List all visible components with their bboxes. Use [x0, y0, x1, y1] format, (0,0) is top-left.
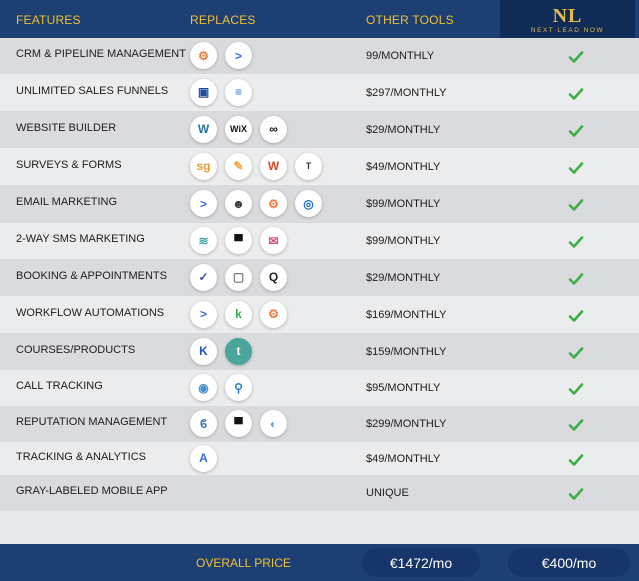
- hubspot-icon: ⚙: [190, 42, 217, 69]
- table-row: [0, 296, 639, 333]
- replaced-tools: [190, 264, 287, 291]
- feature-name: EMAIL MARKETING: [16, 196, 118, 208]
- replaced-tools: [190, 301, 287, 328]
- included-check-icon: [568, 235, 584, 249]
- table-row: [0, 406, 639, 442]
- table-row: [0, 370, 639, 406]
- calendar-icon: ▢: [225, 264, 252, 291]
- feature-name: GRAY-LABELED MOBILE APP: [16, 485, 168, 497]
- leadpages-icon: ≡: [225, 79, 252, 106]
- feature-name: REPUTATION MANAGEMENT: [16, 416, 168, 428]
- other-tools-price: $299/MONTHLY: [366, 418, 447, 430]
- table-row: [0, 333, 639, 370]
- replaced-tools: [190, 42, 252, 69]
- activecampaign-icon: >: [190, 301, 217, 328]
- hubspot-icon: ⚙: [260, 190, 287, 217]
- other-tools-price: $49/MONTHLY: [366, 160, 441, 173]
- brand-logo: [500, 0, 635, 40]
- table-row: [0, 259, 639, 296]
- calendly-icon: ✓: [190, 264, 217, 291]
- feature-name: BOOKING & APPOINTMENTS: [16, 269, 167, 282]
- included-check-icon: [568, 418, 584, 432]
- other-tools-price: $159/MONTHLY: [366, 345, 447, 358]
- table-row: [0, 185, 639, 223]
- other-tools-price: UNIQUE: [366, 487, 409, 499]
- table-row: [0, 223, 639, 259]
- table-footer: [0, 544, 639, 581]
- replaced-tools: [190, 79, 252, 106]
- table-row: [0, 38, 639, 74]
- replaced-tools: [190, 227, 287, 254]
- other-tools-price: $29/MONTHLY: [366, 123, 441, 136]
- other-tools-price: $99/MONTHLY: [366, 198, 441, 210]
- included-check-icon: [568, 124, 584, 138]
- typeform-icon: T: [295, 153, 322, 180]
- textmessage-icon: ✉: [260, 227, 287, 254]
- acuity-icon: Q: [260, 264, 287, 291]
- overall-price-label: OVERALL PRICE: [196, 556, 291, 570]
- features-column-header: FEATURES: [16, 13, 81, 27]
- other-tools-price: $29/MONTHLY: [366, 271, 441, 284]
- wufoo-icon: W: [260, 153, 287, 180]
- included-check-icon: [568, 198, 584, 212]
- feature-name: CRM & PIPELINE MANAGEMENT: [16, 48, 186, 60]
- podium-icon: ▀: [225, 410, 252, 437]
- replaced-tools: [190, 153, 322, 180]
- feature-name: SURVEYS & FORMS: [16, 158, 122, 171]
- logo-monogram: NL: [552, 5, 583, 27]
- feature-name: UNLIMITED SALES FUNNELS: [16, 84, 169, 97]
- included-check-icon: [568, 487, 584, 501]
- replaced-tools: [190, 410, 287, 437]
- analytics-icon: A: [190, 445, 217, 472]
- squarespace-icon: ∞: [260, 116, 287, 143]
- replaces-column-header: REPLACES: [190, 13, 256, 27]
- logo-wordmark: NEXT LEAD NOW: [530, 27, 605, 34]
- feature-name: CALL TRACKING: [16, 380, 103, 392]
- table-row: [0, 74, 639, 111]
- included-check-icon: [568, 453, 584, 467]
- feature-name: WEBSITE BUILDER: [16, 121, 117, 134]
- replaced-tools: [190, 190, 322, 217]
- included-check-icon: [568, 382, 584, 396]
- mailchimp-icon: ☻: [225, 190, 252, 217]
- activecampaign-icon: >: [190, 190, 217, 217]
- included-check-icon: [568, 272, 584, 286]
- feature-name: WORKFLOW AUTOMATIONS: [16, 306, 165, 319]
- birdeye-icon: ϐ: [190, 410, 217, 437]
- replaced-tools: [190, 338, 252, 365]
- included-check-icon: [568, 346, 584, 360]
- reputation-icon: ◐: [260, 410, 287, 437]
- table-row: [0, 475, 639, 511]
- other-tools-total: €1472/mo: [362, 548, 480, 577]
- activecampaign-icon: >: [225, 42, 252, 69]
- other-tools-price: 99/MONTHLY: [366, 50, 435, 62]
- table-header: [0, 0, 639, 38]
- feature-name: COURSES/PRODUCTS: [16, 343, 136, 356]
- replaced-tools: [190, 374, 252, 401]
- clickfunnels-icon: ▣: [190, 79, 217, 106]
- sms-stack-icon: ≋: [190, 227, 217, 254]
- other-tools-price: $95/MONTHLY: [366, 382, 441, 394]
- hubspot-icon: ⚙: [260, 301, 287, 328]
- keap-icon: k: [225, 301, 252, 328]
- included-check-icon: [568, 50, 584, 64]
- location-pin-icon: ⚲: [225, 374, 252, 401]
- surveygizmo-icon: sg: [190, 153, 217, 180]
- table-row: [0, 442, 639, 475]
- jotform-icon: ✎: [225, 153, 252, 180]
- teachable-icon: t: [225, 338, 252, 365]
- callrail-icon: ◉: [190, 374, 217, 401]
- table-row: [0, 111, 639, 148]
- included-check-icon: [568, 87, 584, 101]
- table-row: [0, 148, 639, 185]
- feature-name: TRACKING & ANALYTICS: [16, 450, 146, 463]
- other-tools-price: $169/MONTHLY: [366, 308, 447, 321]
- podium-icon: ▀: [225, 227, 252, 254]
- replaced-tools: [190, 445, 217, 472]
- other-tools-column-header: OTHER TOOLS: [366, 13, 454, 27]
- our-total: €400/mo: [508, 548, 630, 577]
- other-tools-price: $49/MONTHLY: [366, 452, 441, 465]
- wix-icon: WiX: [225, 116, 252, 143]
- wordpress-icon: W: [190, 116, 217, 143]
- included-check-icon: [568, 161, 584, 175]
- other-tools-price: $297/MONTHLY: [366, 86, 447, 99]
- kajabi-icon: K: [190, 338, 217, 365]
- included-check-icon: [568, 309, 584, 323]
- other-tools-price: $99/MONTHLY: [366, 235, 441, 247]
- feature-name: 2-WAY SMS MARKETING: [16, 233, 145, 245]
- constantcontact-icon: ◎: [295, 190, 322, 217]
- replaced-tools: [190, 116, 287, 143]
